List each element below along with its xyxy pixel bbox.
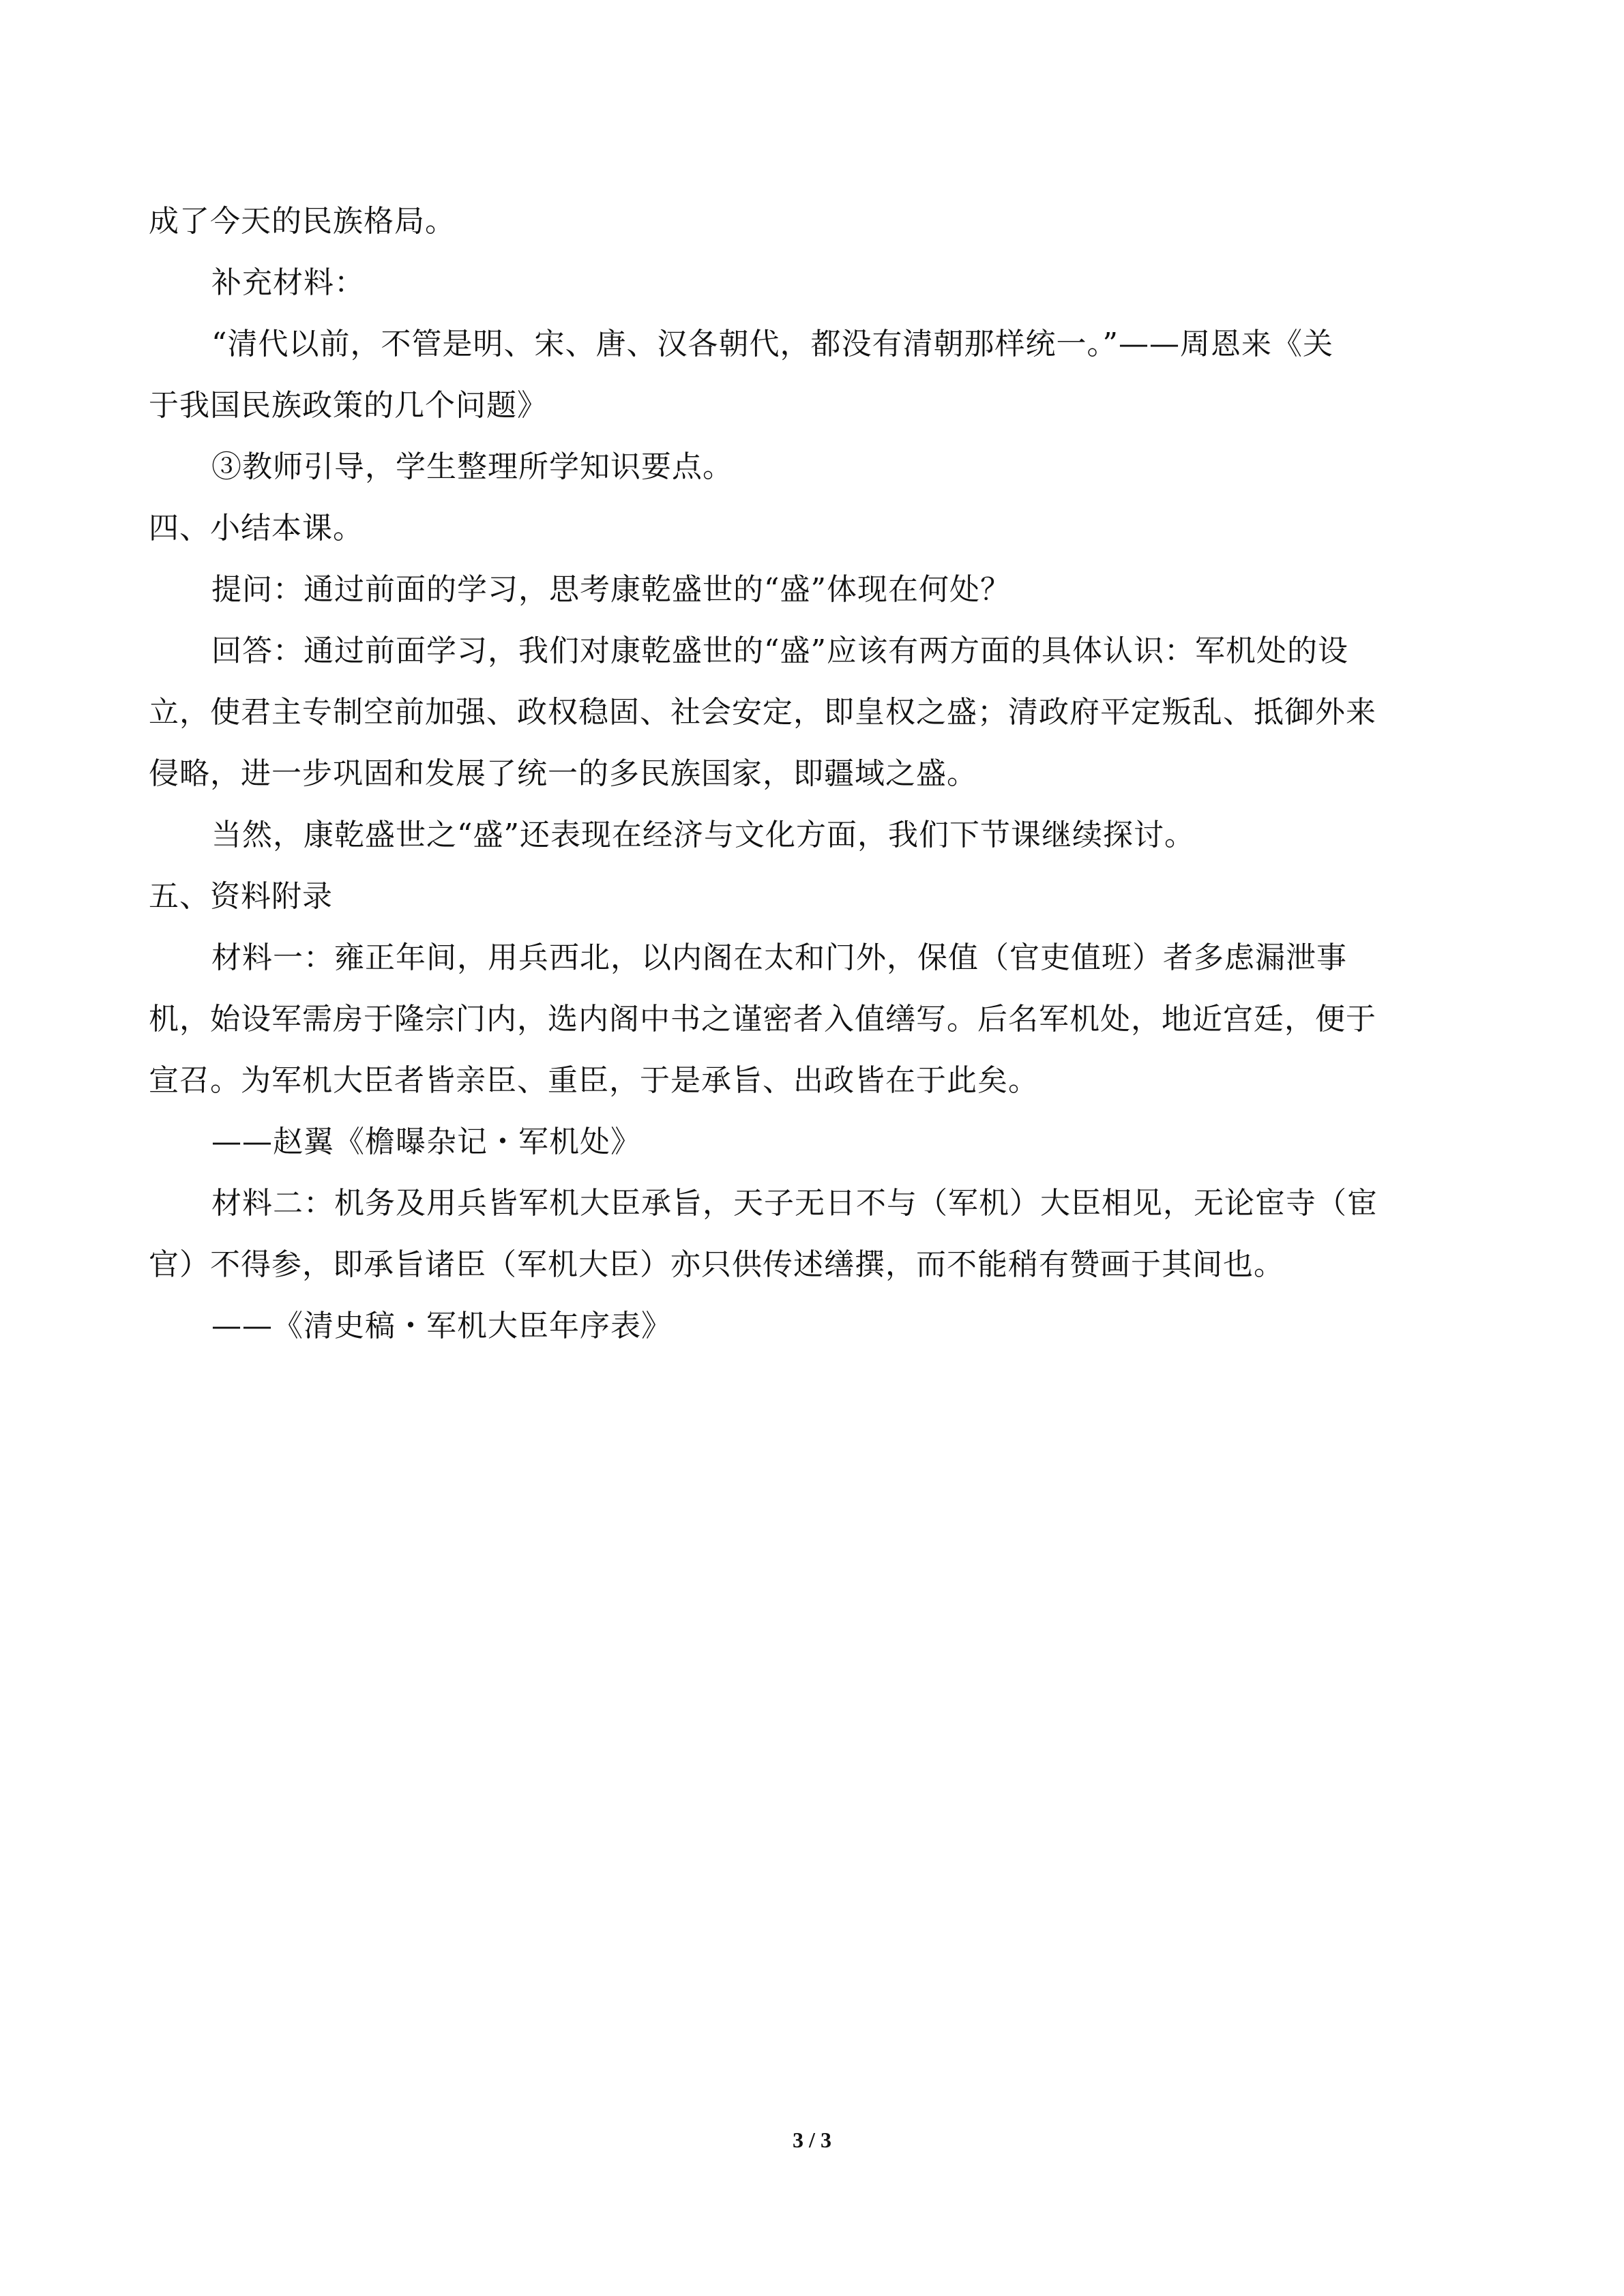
answer-line: 立，使君主专制空前加强、政权稳固、社会安定，即皇权之盛；清政府平定叛乱、抵御外来 (149, 695, 1376, 730)
citation-line: ——《清史稿・军机大臣年序表》 (211, 1309, 672, 1343)
material-line: 机，始设军需房于隆宗门内，选内阁中书之谨密者入值缮写。后名军机处，地近宫廷，便于 (149, 1002, 1376, 1037)
paragraph-line: ③教师引导，学生整理所学知识要点。 (211, 449, 733, 484)
quote-line: “清代以前，不管是明、宋、唐、汉各朝代，都没有清朝那样统一。”——周恩来《关 (211, 327, 1333, 361)
citation-line: ——赵翼《檐曝杂记・军机处》 (211, 1124, 641, 1159)
section-heading: 五、资料附录 (149, 879, 333, 914)
quote-line: 于我国民族政策的几个问题》 (149, 388, 548, 423)
question-line: 提问：通过前面的学习，思考康乾盛世的“盛”体现在何处？ (211, 572, 1011, 607)
material-line: 材料二：机务及用兵皆军机大臣承旨，天子无日不与（军机）大臣相见，无论宦寺（宦 (211, 1186, 1378, 1221)
supplement-heading: 补充材料： (211, 265, 365, 300)
material-line: 材料一：雍正年间，用兵西北，以内阁在太和门外，保值（官吏值班）者多虑漏泄事 (211, 940, 1347, 975)
answer-line: 回答：通过前面学习，我们对康乾盛世的“盛”应该有两方面的具体认识：军机处的设 (211, 633, 1348, 668)
paragraph-line: 当然，康乾盛世之“盛”还表现在经济与文化方面，我们下节课继续探讨。 (211, 818, 1195, 852)
material-line: 官）不得参，即承旨诸臣（军机大臣）亦只供传述缮撰，而不能稍有赞画于其间也。 (149, 1247, 1284, 1282)
section-heading: 四、小结本课。 (149, 511, 364, 546)
answer-line: 侵略，进一步巩固和发展了统一的多民族国家，即疆域之盛。 (149, 756, 977, 791)
page-number: 3 / 3 (793, 2128, 831, 2152)
material-line: 宣召。为军机大臣者皆亲臣、重臣，于是承旨、出政皆在于此矣。 (149, 1063, 1039, 1098)
document-body (149, 191, 1475, 1357)
paragraph-line: 成了今天的民族格局。 (149, 204, 456, 239)
